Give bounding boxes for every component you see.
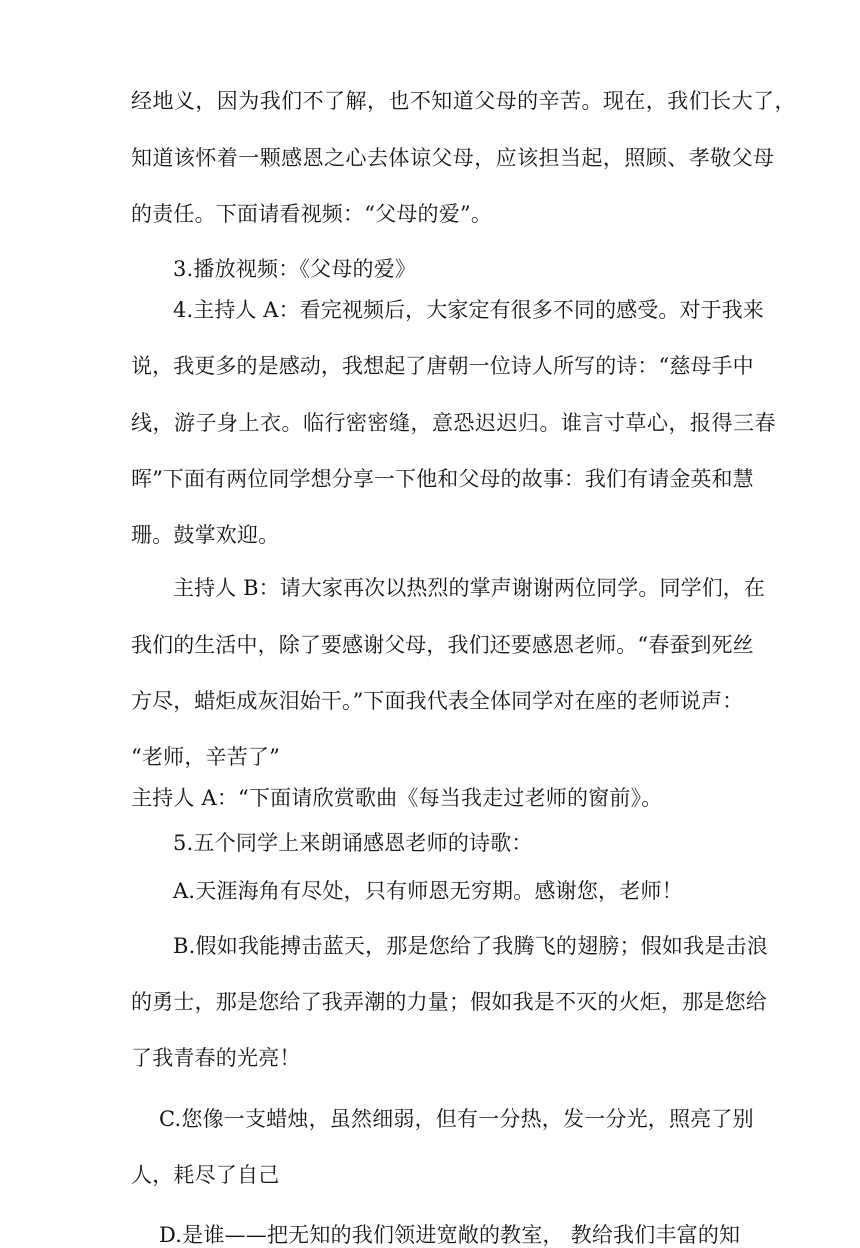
paragraph-line: 经地义，因为我们不了解，也不知道父母的辛苦。现在，我们长大了， <box>131 89 796 113</box>
list-item-5: 5.五个同学上来朗诵感恩老师的诗歌： <box>173 831 533 855</box>
paragraph-line: 了我青春的光亮！ <box>131 1046 301 1070</box>
paragraph-line: 的勇士，那是您给了我弄潮的力量；假如我是不灭的火炬，那是您给 <box>131 990 767 1014</box>
poem-d: D.是谁——把无知的我们领进宽敞的教室， 教给我们丰富的知 <box>159 1223 741 1247</box>
list-item-4: 4.主持人 A：看完视频后，大家定有很多不同的感受。对于我来 <box>173 298 764 322</box>
paragraph-line: 说，我更多的是感动，我想起了唐朝一位诗人所写的诗：“慈母手中 <box>131 354 754 378</box>
list-item-3: 3.播放视频：《父母的爱》 <box>173 257 417 281</box>
paragraph-line: 晖”下面有两位同学想分享一下他和父母的故事：我们有请金英和慧 <box>131 467 754 491</box>
poem-a: A.天涯海角有尽处，只有师恩无穷期。感谢您，老师！ <box>173 879 683 903</box>
poem-b: B.假如我能搏击蓝天，那是您给了我腾飞的翅膀；假如我是击浪 <box>173 934 768 958</box>
paragraph-line: 知道该怀着一颗感恩之心去体谅父母，应该担当起，照顾、孝敬父母 <box>131 146 775 170</box>
poem-c: C.您像一支蜡烛，虽然细弱，但有一分热，发一分光，照亮了别 <box>159 1107 754 1131</box>
paragraph-line: 方尽，蜡炬成灰泪始干。”下面我代表全体同学对在座的老师说声： <box>131 689 744 713</box>
paragraph-line: “老师，辛苦了” <box>131 745 281 769</box>
paragraph-line: 我们的生活中，除了要感谢父母，我们还要感恩老师。“春蚕到死丝 <box>131 633 754 657</box>
paragraph-line: 线，游子身上衣。临行密密缝，意恐迟迟归。谁言寸草心，报得三春 <box>131 411 776 435</box>
paragraph-line: 珊。鼓掌欢迎。 <box>131 523 280 547</box>
paragraph-line: 人，耗尽了自己 <box>131 1163 280 1187</box>
paragraph-line: 的责任。下面请看视频：“父母的爱”。 <box>131 202 493 226</box>
host-a-line: 主持人 A：“下面请欣赏歌曲《每当我走过老师的窗前》。 <box>131 786 663 810</box>
host-b-paragraph: 主持人 B：请大家再次以热烈的掌声谢谢两位同学。同学们，在 <box>173 576 766 600</box>
